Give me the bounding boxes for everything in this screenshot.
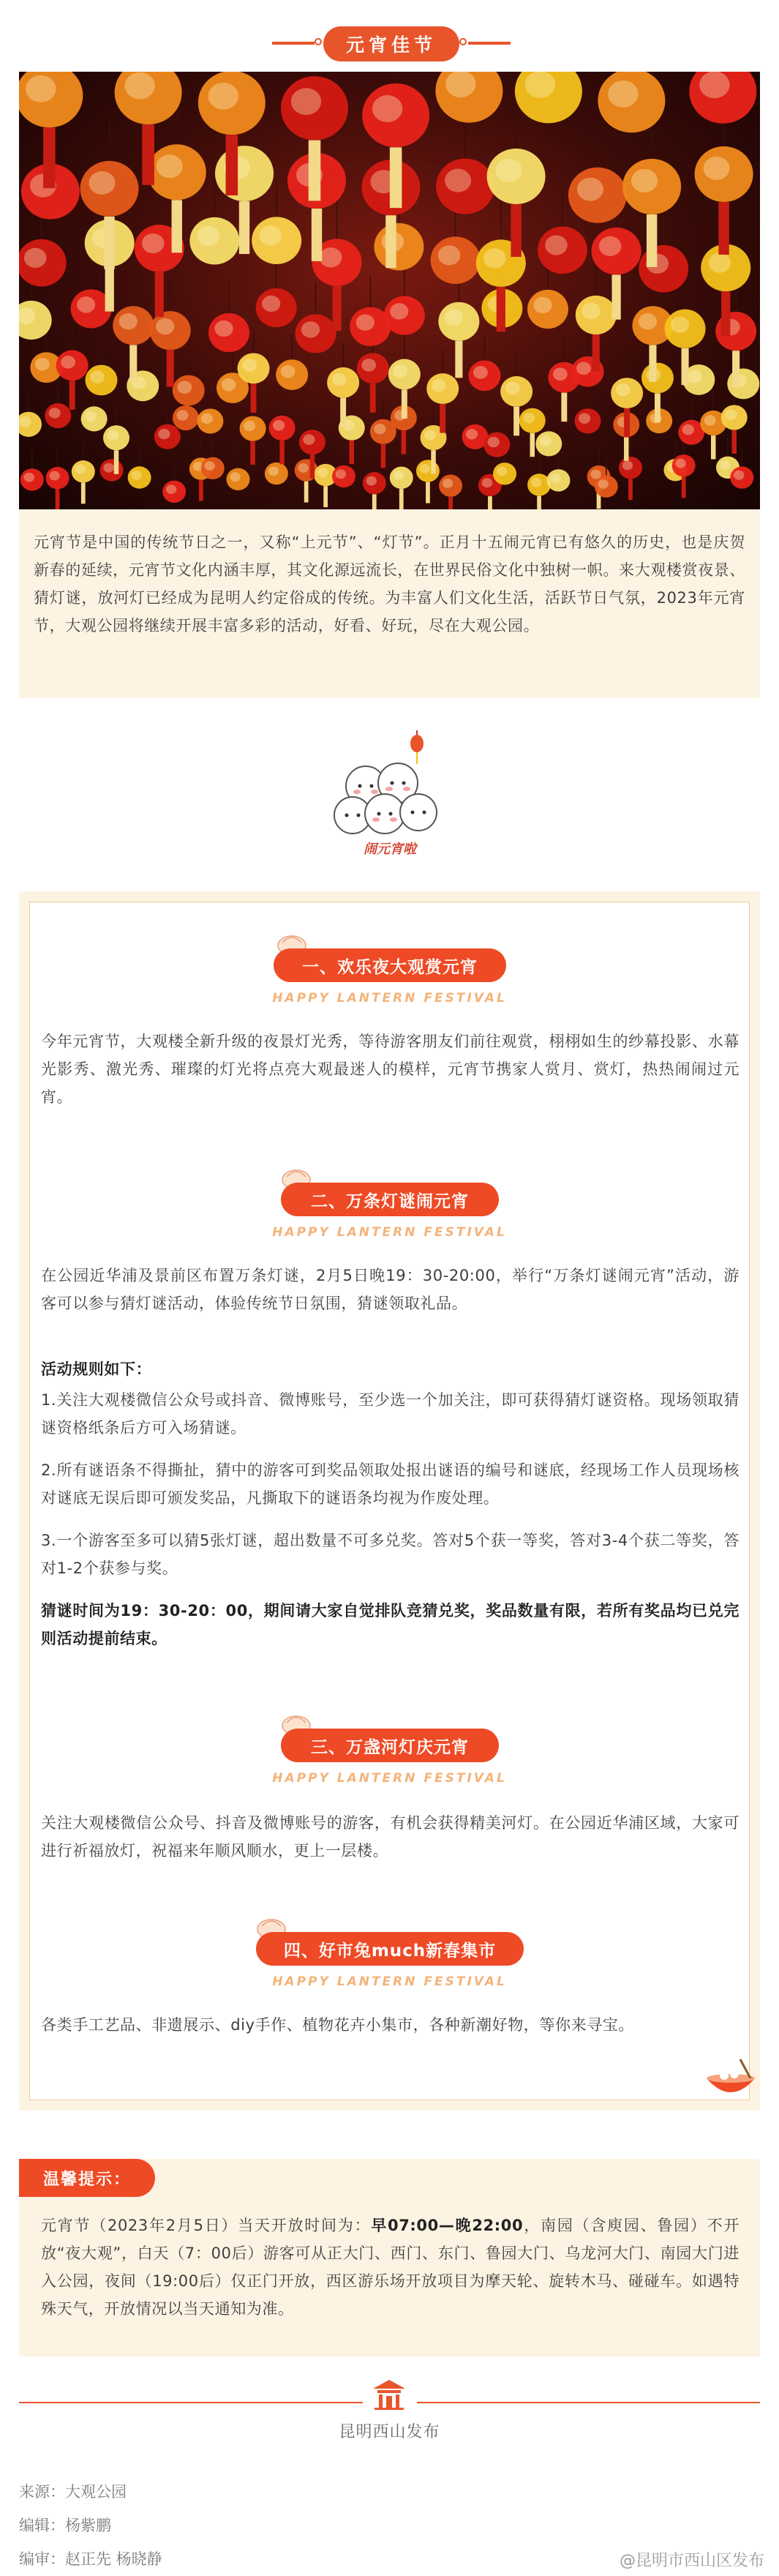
lantern-glow	[214, 321, 233, 337]
riddle-tag	[402, 430, 406, 454]
lantern-glow	[242, 359, 257, 372]
section-3-title: 三、万盏河灯庆元宵	[281, 1729, 499, 1762]
riddle-tag	[172, 200, 182, 252]
lantern-glow	[205, 461, 215, 471]
publisher-name: 昆明西山发布	[339, 2423, 440, 2441]
riddle-tag	[426, 482, 430, 503]
riddle-tag	[655, 393, 661, 422]
rule-1: 1.关注大观楼微信公众号或抖音、微博账号，至少选一个加关注，即可获得猜灯谜资格。现场领取猜谜资格纸条后方可入场猜谜。	[41, 1391, 740, 1437]
lantern-glow	[291, 88, 321, 115]
riddle-tag	[199, 480, 203, 501]
lantern-glow	[424, 430, 436, 440]
riddle-tag	[332, 286, 341, 331]
header-dot-right	[459, 38, 467, 45]
riddle-tag	[513, 407, 519, 436]
riddle-tag	[718, 202, 729, 255]
section-4-header	[0, 1932, 779, 1991]
riddle-tag	[81, 483, 86, 504]
lantern-glow	[704, 157, 730, 180]
riddle-tag	[340, 398, 346, 427]
mascot-label: 闹元宵啦	[364, 842, 416, 857]
riddle-tag	[309, 141, 321, 201]
lantern-glow	[301, 321, 320, 337]
riddle-tag	[105, 266, 114, 311]
section-4-subtitle: HAPPY LANTERN FESTIVAL	[272, 1974, 507, 1989]
lantern-glow	[176, 410, 188, 420]
lantern-glow	[75, 465, 86, 474]
lantern-glow	[682, 424, 694, 435]
riddle-tag	[611, 275, 620, 320]
header-dot-left	[315, 38, 322, 45]
lantern-glow	[24, 473, 34, 482]
riddle-tag	[448, 497, 453, 509]
lantern-photo	[19, 72, 760, 509]
lantern-glow	[473, 366, 488, 379]
tips-label: 温馨提示：	[19, 2159, 155, 2197]
riddle-tag	[142, 124, 154, 185]
riddle-tag	[497, 287, 505, 332]
lantern-glow	[445, 310, 463, 326]
lantern-glow	[19, 416, 31, 427]
lantern-glow	[483, 248, 506, 268]
riddle-tag	[385, 215, 396, 268]
riddle-tag	[43, 127, 56, 188]
section-3-body: 关注大观楼微信公众号、抖音及微博账号的游客，有机会获得精美河灯。在公园近华浦区域，大家可进行祈福放灯，祝福来年顺风顺水，更上一层楼。	[41, 1814, 740, 1860]
section-4-title: 四、好市兔much新春集市	[256, 1932, 524, 1966]
lantern-glow	[85, 411, 97, 422]
riddle-tag	[372, 494, 377, 509]
lantern-glow	[103, 463, 113, 473]
lantern-glow	[525, 72, 555, 98]
header-line-right	[468, 42, 511, 45]
lantern-glow	[393, 364, 407, 378]
section-1-title: 一、欢乐夜大观赏元宵	[274, 948, 506, 982]
lantern-glow	[699, 72, 729, 98]
pavilion-logo-icon	[369, 2377, 410, 2411]
guess-time-notice: 猜谜时间为19：30-20：00，期间请大家自觉排队竞猜兑奖，奖品数量有限，若所有奖品均已兑完则活动提前结束。	[41, 1602, 740, 1647]
credit-reviewer: 编审：赵正先 杨晓静	[19, 2550, 162, 2568]
lantern-glow	[24, 248, 47, 268]
section-3-subtitle: HAPPY LANTERN FESTIVAL	[272, 1771, 507, 1786]
lantern-glow	[332, 373, 347, 386]
section-2-title: 二、万条灯谜闹元宵	[281, 1183, 499, 1216]
lantern-glow	[156, 318, 174, 334]
lantern-glow	[725, 410, 737, 420]
lantern-glow	[177, 381, 192, 394]
lantern-glow	[432, 379, 446, 392]
lantern-glow	[303, 434, 315, 444]
riddle-tag	[530, 433, 535, 457]
section-2-body: 在公园近华浦及景前区布置万条灯谜，2月5日晚19：30-20:00，举行“万条灯谜闹元宵”活动，游客可以参与猜灯谜活动，体验传统节日氛围，猜谜领取礼品。	[41, 1267, 740, 1312]
lantern-glow	[488, 437, 500, 447]
riddle-tag	[402, 389, 407, 419]
section-3-header	[0, 1729, 779, 1787]
riddle-tag	[399, 489, 404, 509]
lantern-glow	[704, 415, 716, 425]
lantern-glow	[197, 226, 220, 246]
riddle-tag	[732, 351, 740, 387]
intro-text: 元宵节是中国的传统节日之一，又称“上元节”、“灯节”。正月十五闹元宵已有悠久的历史，也是庆贺新春的延续，元宵节文化内涵丰厚，其文化源远流长，在世界民俗文化中独树一帜。来大观楼赏夜景、猜灯谜，放河灯已经成为昆明人约定俗成的传统。为丰富人们文化生活，活跃节日气氛，2023年元宵节，大观公园将继续开展丰富多彩的活动，好看、好玩，尽在大观公园。	[19, 509, 760, 698]
lantern-glow	[208, 83, 238, 110]
lantern-glow	[631, 169, 658, 192]
footer-line-left	[19, 2402, 363, 2403]
lantern-glow	[708, 253, 731, 273]
page-title: 元宵佳节	[323, 26, 459, 61]
lantern-glow	[533, 297, 552, 313]
lantern-glow	[361, 359, 376, 372]
header	[0, 20, 779, 64]
riddle-tag	[304, 482, 309, 503]
lantern-glow	[671, 316, 689, 332]
lantern-glow	[374, 424, 385, 434]
lantern-glow	[599, 236, 622, 256]
lantern-glow	[320, 247, 342, 267]
riddle-tag	[155, 272, 164, 317]
tips-text	[41, 2212, 740, 2323]
section-1-subtitle: HAPPY LANTERN FESTIVAL	[272, 991, 507, 1006]
lantern-glow	[445, 169, 471, 192]
lantern-glow	[496, 159, 522, 182]
riddle-tag	[323, 486, 328, 507]
lantern-glow	[420, 464, 430, 473]
section-4-body: 各类手工艺品、非遗展示、diy手作、植物花卉小集市，各种新潮好物，等你来寻宝。	[41, 2016, 634, 2034]
lantern-glow	[720, 460, 730, 470]
riddle-tag	[370, 383, 376, 413]
lantern-glow	[582, 303, 600, 319]
tips-post: ，南园（含庾园、鲁园）不开放“夜大观”，白天（7：00后）游客可从正大门、西门、东门、鲁园大门、乌龙河大门、南园大门进入公园，夜间（19:00后）仅正门开放，西区游乐场开放项目为摩天轮、旋转木马、碰碰车。如遇特殊天气，开放情况以当天通知为准。	[41, 2217, 740, 2318]
header-line-left	[272, 42, 315, 45]
riddle-tag	[129, 345, 137, 381]
riddle-tag	[711, 435, 715, 459]
lantern-glow	[639, 313, 657, 329]
lantern-glow	[142, 233, 165, 253]
section-2-subtitle: HAPPY LANTERN FESTIVAL	[272, 1225, 507, 1240]
lantern-glow	[157, 154, 183, 178]
lantern-glow	[438, 245, 461, 265]
riddle-tag	[250, 441, 255, 465]
lantern-glow	[222, 378, 236, 392]
riddle-tag	[279, 441, 284, 464]
lantern-glow	[608, 80, 638, 108]
lantern-glow	[531, 478, 541, 487]
lantern-glow	[734, 471, 744, 480]
riddle-tag	[167, 350, 174, 386]
lantern-illustration	[19, 72, 760, 509]
lantern-glow	[89, 171, 116, 195]
lantern-glow	[281, 365, 296, 378]
riddle-tag	[69, 381, 75, 410]
lantern-glow	[579, 413, 590, 424]
riddle-tag	[624, 437, 628, 460]
lantern-glow	[298, 463, 308, 473]
lantern-glow	[675, 459, 685, 468]
lantern-glow	[35, 358, 50, 371]
lantern-glow	[466, 429, 478, 439]
riddle-tag	[721, 291, 730, 336]
riddle-tag	[251, 383, 257, 413]
lantern-glow	[577, 178, 603, 201]
riddle-tag	[624, 408, 630, 438]
lantern-glow	[356, 314, 375, 330]
lantern-glow	[482, 478, 492, 487]
rule-2: 2.所有谜语条不得撕扯，猜中的游客可到奖品领取处报出谜语的编号和谜底，经现场工作人员现场核对谜底无误后即可颁发奖品，凡撕取下的谜语条均视为作废处理。	[41, 1461, 740, 1507]
lantern-glow	[372, 95, 402, 122]
lantern-glow	[445, 72, 475, 97]
riddle-tag	[682, 476, 686, 498]
lantern-glow	[90, 370, 105, 383]
lantern-glow	[107, 430, 118, 440]
lantern-glow	[497, 467, 507, 476]
lantern-glow	[553, 367, 568, 381]
riddle-tag	[488, 496, 492, 509]
lantern-glow	[230, 472, 240, 482]
lantern-glow	[268, 466, 279, 476]
riddle-tag	[381, 444, 385, 468]
section-1-body: 今年元宵节，大观楼全新升级的夜景灯光秀，等待游客朋友们前往观赏，栩栩如生的纱幕投影、水幕光影秀、激光秀、璀璨的灯光将点亮大观最迷人的模样，元宵节携家人赏月、赏灯，热热闹闹过元宵。	[41, 1033, 740, 1106]
riddle-tag	[592, 334, 600, 371]
riddle-tag	[455, 341, 462, 378]
riddle-tag	[440, 404, 445, 433]
lantern-glow	[49, 471, 59, 481]
lantern-glow	[545, 235, 568, 255]
lantern-glow	[336, 469, 346, 479]
lantern-glow	[688, 370, 702, 383]
riddle-tag	[431, 450, 435, 473]
lantern-glow	[77, 296, 95, 312]
lantern-glow	[201, 413, 213, 424]
lantern-glow	[166, 484, 176, 494]
lantern-glow	[158, 429, 170, 439]
rule-3: 3.一个游客至多可以猜5张灯谜，超出数量不可多兑奖。答对5个获一等奖，答对3-4个获二等奖，答对1-2个获参与奖。	[41, 1532, 740, 1577]
riddle-tag	[561, 393, 567, 422]
credits	[19, 2475, 162, 2576]
lantern-glow	[540, 436, 552, 446]
credit-source: 来源：大观公园	[19, 2483, 127, 2501]
lantern-glow	[273, 420, 285, 430]
lantern-glow	[259, 225, 282, 245]
riddle-tag	[310, 454, 315, 478]
riddle-tag	[390, 147, 402, 208]
lantern-glow	[616, 383, 631, 397]
tips-pre: 元宵节（2023年2月5日）当天开放时间为：	[41, 2217, 372, 2234]
lantern-glow	[598, 479, 609, 489]
lantern-glow	[124, 72, 154, 100]
riddle-tag	[312, 209, 322, 261]
riddle-tag	[647, 214, 657, 267]
lantern-glow	[394, 471, 404, 480]
lantern-glow	[443, 479, 453, 488]
riddle-tag	[239, 201, 249, 254]
lantern-glow	[523, 413, 535, 423]
rules-title: 活动规则如下：	[41, 1360, 152, 1378]
lantern-glow	[622, 461, 633, 471]
riddle-tag	[511, 204, 521, 257]
lantern-glow	[244, 421, 255, 431]
watermark: @昆明市西山区发布	[619, 2552, 764, 2570]
lantern-glow	[505, 382, 520, 395]
lantern-glow	[119, 313, 138, 329]
lantern-glow	[61, 356, 75, 369]
riddle-tag	[226, 135, 238, 195]
lantern-glow	[49, 408, 61, 418]
riddle-tag	[350, 441, 354, 464]
riddle-tag	[682, 348, 689, 385]
riddle-tag	[649, 345, 656, 381]
footer-line-right	[417, 2402, 760, 2403]
lantern-glow	[576, 362, 591, 375]
riddle-tag	[731, 430, 736, 454]
riddle-tag	[537, 496, 541, 509]
lantern-glow	[550, 473, 560, 483]
riddle-tag	[56, 489, 60, 509]
lantern-glow	[262, 296, 280, 312]
lantern-glow	[317, 468, 328, 477]
lantern-glow	[26, 75, 56, 102]
lantern-glow	[366, 476, 377, 486]
section-2-header	[0, 1183, 779, 1241]
riddle-tag	[114, 450, 118, 473]
tips-hours: 早07:00—晚22:00	[371, 2217, 524, 2234]
section-1-header	[0, 948, 779, 1007]
credit-editor: 编辑：杨紫鹏	[19, 2517, 111, 2534]
riddle-tag	[104, 217, 114, 269]
riddle-tag	[628, 479, 633, 500]
lantern-glow	[390, 303, 408, 319]
tangyuan-bowl-icon	[702, 2053, 759, 2105]
lantern-glow	[131, 471, 141, 480]
